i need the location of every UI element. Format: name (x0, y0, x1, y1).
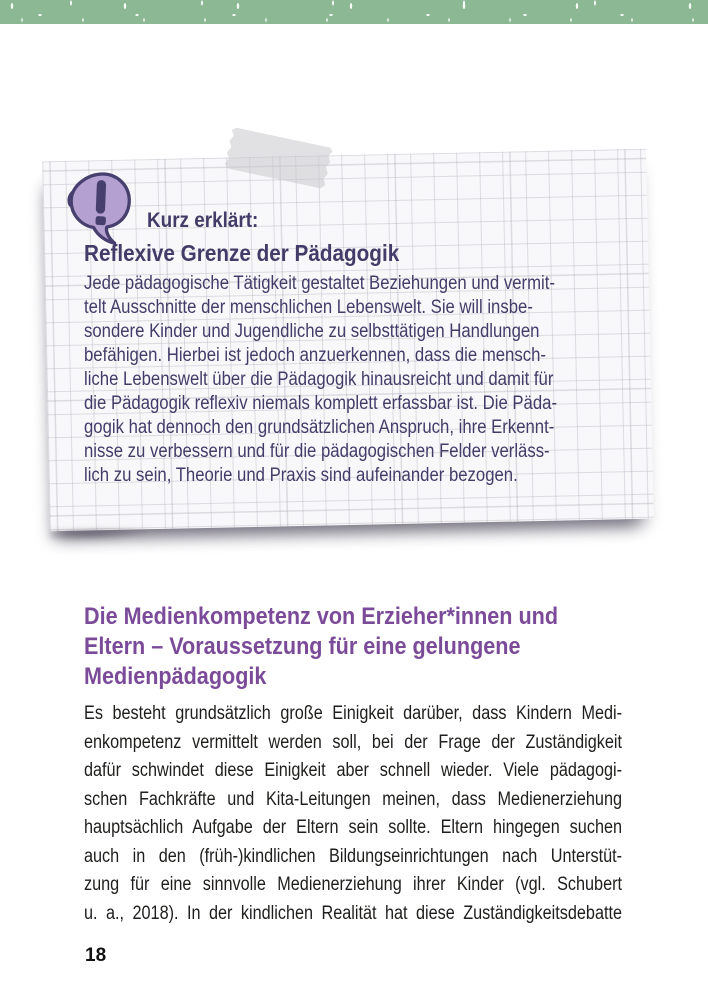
page-number: 18 (85, 945, 107, 966)
notecard-text-line: Jede pädagogische Tätigkeit gestaltet Beziehungen und vermit- (84, 273, 555, 294)
notecard-text-line: telt Ausschnitte der menschlichen Lebenswelt. Sie will insbe- (84, 297, 533, 318)
notecard-text-line: die Pädagogik reflexiv niemals komplett erfassbar ist. Die Päda- (84, 393, 558, 414)
exclamation-speech-bubble-icon (62, 171, 136, 251)
paragraph-line: dafür schwindet diese Einigkeit aber schnell wieder. Viele pädagogi- (84, 760, 623, 781)
section-heading-line: Die Medienkompetenz von Erzieher*innen und (84, 603, 559, 630)
paragraph-line: Es besteht grundsätzlich große Einigkeit darüber, dass Kindern Medi- (84, 703, 623, 724)
notecard-text-line: liche Lebenswelt über die Pädagogik hinausreicht und damit für (84, 369, 554, 390)
paragraph-line: schen Fachkräfte und Kita-Leitungen meinen, dass Medienerziehung (84, 788, 623, 810)
notecard-text-line: nisse zu verbessern und für die pädagogischen Felder verläss- (84, 441, 550, 462)
paragraph-line: enkompetenz vermittelt werden soll, bei der Frage der Zuständigkeit (84, 731, 623, 753)
notecard-kicker: Kurz erklärt: (147, 209, 259, 232)
notecard-text-line: befähigen. Hierbei ist jedoch anzuerkennen, dass die mensch- (84, 345, 546, 366)
notecard-text-line: sondere Kinder und Jugendliche zu selbsttätigen Handlungen (84, 321, 540, 342)
notecard-title: Reflexive Grenze der Pädagogik (84, 240, 400, 266)
paragraph-line: hauptsächlich Aufgabe der Eltern sein sollte. Eltern hingegen suchen (84, 817, 623, 838)
paragraph-line: zung für eine sinnvolle Medienerziehung ihrer Kinder (vgl. Schubert (84, 874, 623, 895)
paragraph-line: u. a., 2018). In der kindlichen Realität hat diese Zuständigkeitsdebatte (84, 902, 623, 924)
notecard-text-line: lich zu sein, Theorie und Praxis sind aufeinander bezogen. (84, 465, 518, 486)
section-heading-line: Medienpädagogik (84, 663, 267, 690)
notecard-body (84, 272, 594, 488)
paragraph-line: auch in den (früh-)kindlichen Bildungseinrichtungen nach Unterstüt- (84, 845, 623, 867)
section-heading-line: Eltern – Voraussetzung für eine gelungene (84, 633, 521, 660)
notecard-text-line: gogik hat dennoch den grundsätzlichen Anspruch, ihre Erkennt- (84, 417, 555, 438)
